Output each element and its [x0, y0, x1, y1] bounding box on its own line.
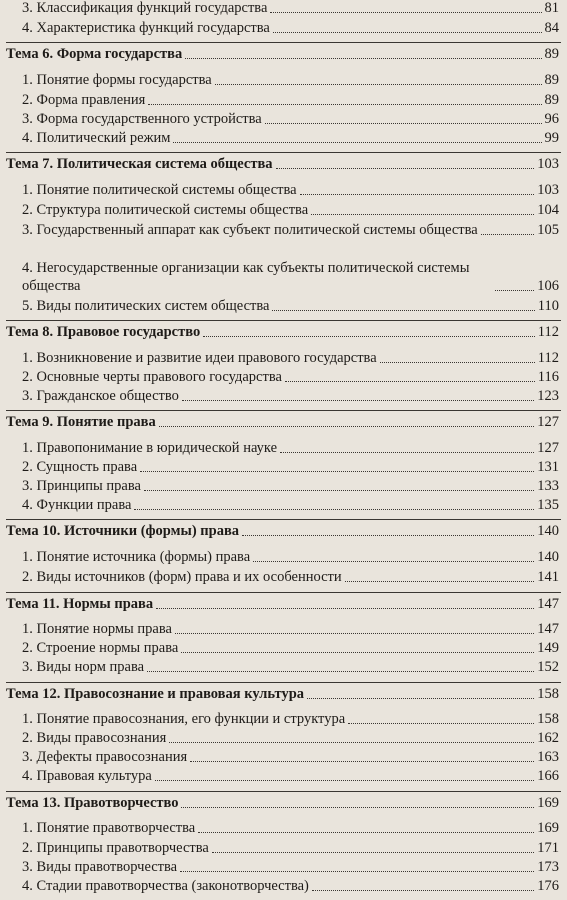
section-divider	[6, 410, 561, 411]
entry-title: 2. Структура политической системы общества	[22, 202, 309, 218]
toc-topic-entry[interactable]	[6, 686, 559, 703]
page-number: 127	[537, 440, 559, 456]
leader-dots	[312, 890, 534, 891]
entry-title: 2. Принципы правотворчества	[22, 840, 209, 856]
toc-subsection-entry[interactable]	[22, 478, 559, 495]
entry-title: Тема 13. Правотворчество	[6, 795, 179, 811]
page-number: 133	[537, 478, 559, 494]
toc-subsection-entry[interactable]	[22, 259, 559, 295]
entry-title: 2. Виды правосознания	[22, 730, 167, 746]
page-number: 176	[537, 878, 559, 894]
leader-dots	[190, 761, 534, 762]
page-number: 105	[537, 222, 559, 238]
page-number: 135	[537, 497, 559, 513]
toc-topic-entry[interactable]	[6, 596, 559, 613]
leader-dots	[182, 400, 534, 401]
toc-topic-entry[interactable]	[6, 795, 559, 812]
page-number: 89	[544, 72, 559, 88]
page-number: 166	[537, 768, 559, 784]
page-number: 106	[537, 278, 559, 294]
leader-dots	[285, 381, 535, 382]
entry-title: Тема 11. Нормы права	[6, 596, 154, 612]
toc-subsection-entry[interactable]	[22, 549, 559, 566]
page-number: 96	[544, 111, 559, 127]
entry-title: 3. Виды правотворчества	[22, 859, 178, 875]
entry-title: 4. Функции права	[22, 497, 132, 513]
leader-dots	[265, 123, 542, 124]
leader-dots	[215, 84, 542, 85]
leader-dots	[148, 104, 541, 105]
leader-dots	[134, 509, 534, 510]
leader-dots	[380, 362, 535, 363]
leader-dots	[159, 426, 535, 427]
section-divider	[6, 320, 561, 321]
entry-title: 3. Государственный аппарат как субъект политической системы общества	[22, 222, 478, 238]
section-divider	[6, 152, 561, 153]
toc-subsection-entry[interactable]	[22, 859, 559, 876]
page-number: 173	[537, 859, 559, 875]
toc-topic-entry[interactable]	[6, 156, 559, 173]
leader-dots	[276, 168, 535, 169]
toc-subsection-entry[interactable]	[22, 221, 559, 239]
toc-subsection-entry[interactable]	[22, 840, 559, 857]
page-number: 112	[537, 324, 559, 340]
entry-title: Тема 12. Правосознание и правовая культура	[6, 686, 305, 702]
page-number: 131	[537, 459, 559, 475]
leader-dots	[270, 12, 541, 13]
leader-dots	[181, 652, 534, 653]
page-number: 141	[537, 569, 559, 585]
entry-title: Тема 7. Политическая система общества	[6, 156, 273, 172]
toc-subsection-entry[interactable]	[22, 749, 559, 766]
page-number: 140	[537, 549, 559, 565]
entry-title: 4. Негосударственные организации как субъекты политической системы общества	[22, 260, 470, 294]
toc-topic-entry[interactable]	[6, 523, 559, 540]
page-number: 158	[537, 686, 559, 702]
section-divider	[6, 791, 561, 792]
toc-subsection-entry[interactable]	[22, 388, 559, 405]
section-divider	[6, 519, 561, 520]
leader-dots	[348, 723, 534, 724]
leader-dots	[185, 58, 541, 59]
toc-subsection-entry[interactable]	[22, 640, 559, 657]
page-number: 116	[537, 369, 559, 385]
toc-subsection-entry[interactable]	[22, 350, 559, 367]
entry-title: 1. Понятие правотворчества	[22, 820, 196, 836]
toc-topic-entry[interactable]	[6, 414, 559, 431]
entry-title: Тема 9. Понятие права	[6, 414, 156, 430]
page-number: 99	[544, 130, 559, 146]
page-number: 123	[537, 388, 559, 404]
leader-dots	[273, 32, 542, 33]
entry-title: 2. Основные черты правового государства	[22, 369, 282, 385]
toc-topic-entry[interactable]	[6, 324, 559, 341]
entry-title: 1. Понятие политической системы общества	[22, 182, 297, 198]
toc-subsection-entry[interactable]	[22, 0, 559, 17]
entry-title: 4. Стадии правотворчества (законотворчества)	[22, 878, 309, 894]
leader-dots	[140, 471, 534, 472]
page-number: 140	[537, 523, 559, 539]
page-number: 149	[537, 640, 559, 656]
page-number: 112	[537, 350, 559, 366]
page-number: 171	[537, 840, 559, 856]
entry-title: 4. Характеристика функций государства	[22, 20, 270, 36]
toc-subsection-entry[interactable]	[22, 711, 559, 728]
toc-topic-entry[interactable]	[6, 46, 559, 63]
toc-subsection-entry[interactable]	[22, 497, 559, 514]
leader-dots	[181, 807, 534, 808]
page-number: 169	[537, 820, 559, 836]
entry-title: 4. Политический режим	[22, 130, 171, 146]
leader-dots	[169, 742, 534, 743]
leader-dots	[198, 832, 534, 833]
leader-dots	[311, 214, 534, 215]
page-number: 127	[537, 414, 559, 430]
toc-subsection-entry[interactable]	[22, 459, 559, 476]
leader-dots	[180, 871, 534, 872]
page-number: 89	[544, 92, 559, 108]
toc-subsection-entry[interactable]	[22, 878, 559, 895]
section-divider	[6, 592, 561, 593]
leader-dots	[144, 490, 534, 491]
leader-dots	[173, 142, 541, 143]
page-number: 84	[544, 20, 559, 36]
entry-title: Тема 6. Форма государства	[6, 46, 183, 62]
entry-title: 3. Классификация функций государства	[22, 0, 268, 16]
entry-title: 1. Правопонимание в юридической науке	[22, 440, 278, 456]
toc-subsection-entry[interactable]	[22, 182, 559, 199]
leader-dots	[147, 671, 534, 672]
leader-dots	[253, 561, 534, 562]
leader-dots	[155, 780, 534, 781]
toc-subsection-entry[interactable]	[22, 659, 559, 676]
leader-dots	[212, 852, 534, 853]
page-number: 162	[537, 730, 559, 746]
leader-dots	[272, 310, 534, 311]
section-divider	[6, 42, 561, 43]
toc-subsection-entry[interactable]	[22, 440, 559, 457]
page-number: 81	[544, 0, 559, 16]
toc-subsection-entry[interactable]	[22, 730, 559, 747]
entry-title: 1. Понятие нормы права	[22, 621, 172, 637]
leader-dots	[307, 698, 534, 699]
entry-title: 1. Понятие формы государства	[22, 72, 212, 88]
page-number: 163	[537, 749, 559, 765]
entry-title: 1. Понятие правосознания, его функции и структура	[22, 711, 346, 727]
leader-dots	[280, 452, 534, 453]
toc-subsection-entry[interactable]	[22, 768, 559, 785]
entry-title: 4. Правовая культура	[22, 768, 152, 784]
toc-subsection-entry[interactable]	[22, 20, 559, 37]
page-number: 103	[537, 182, 559, 198]
leader-dots	[300, 194, 535, 195]
page-number: 103	[537, 156, 559, 172]
page-number: 110	[537, 298, 559, 314]
leader-dots	[242, 535, 534, 536]
page-number: 89	[544, 46, 559, 62]
toc-subsection-entry[interactable]	[22, 569, 559, 586]
entry-title: 2. Сущность права	[22, 459, 138, 475]
page-number: 169	[537, 795, 559, 811]
leader-dots	[481, 234, 535, 235]
toc-subsection-entry[interactable]	[22, 130, 559, 147]
leader-dots	[495, 290, 534, 291]
toc-subsection-entry[interactable]	[22, 111, 559, 128]
entry-title: 3. Гражданское общество	[22, 388, 179, 404]
page-number: 147	[537, 596, 559, 612]
toc-subsection-entry[interactable]	[22, 621, 559, 638]
toc-subsection-entry[interactable]	[22, 92, 559, 109]
toc-subsection-entry[interactable]	[22, 202, 559, 219]
toc-subsection-entry[interactable]	[22, 72, 559, 89]
entry-title: 1. Возникновение и развитие идеи правового государства	[22, 350, 377, 366]
toc-subsection-entry[interactable]	[22, 298, 559, 315]
entry-title: 3. Виды норм права	[22, 659, 145, 675]
leader-dots	[345, 581, 535, 582]
entry-title: 2. Строение нормы права	[22, 640, 179, 656]
entry-title: Тема 8. Правовое государство	[6, 324, 201, 340]
page-number: 152	[537, 659, 559, 675]
page-number: 104	[537, 202, 559, 218]
leader-dots	[175, 633, 534, 634]
page-number: 158	[537, 711, 559, 727]
toc-subsection-entry[interactable]	[22, 369, 559, 386]
leader-dots	[203, 336, 535, 337]
entry-title: 3. Принципы права	[22, 478, 141, 494]
section-divider	[6, 682, 561, 683]
entry-title: 5. Виды политических систем общества	[22, 298, 270, 314]
entry-title: Тема 10. Источники (формы) права	[6, 523, 240, 539]
entry-title: 2. Форма правления	[22, 92, 146, 108]
entry-title: 1. Понятие источника (формы) права	[22, 549, 251, 565]
entry-title: 3. Форма государственного устройства	[22, 111, 262, 127]
entry-title: 3. Дефекты правосознания	[22, 749, 188, 765]
toc-subsection-entry[interactable]	[22, 820, 559, 837]
leader-dots	[156, 608, 534, 609]
page-number: 147	[537, 621, 559, 637]
entry-title: 2. Виды источников (форм) права и их особенности	[22, 569, 342, 585]
